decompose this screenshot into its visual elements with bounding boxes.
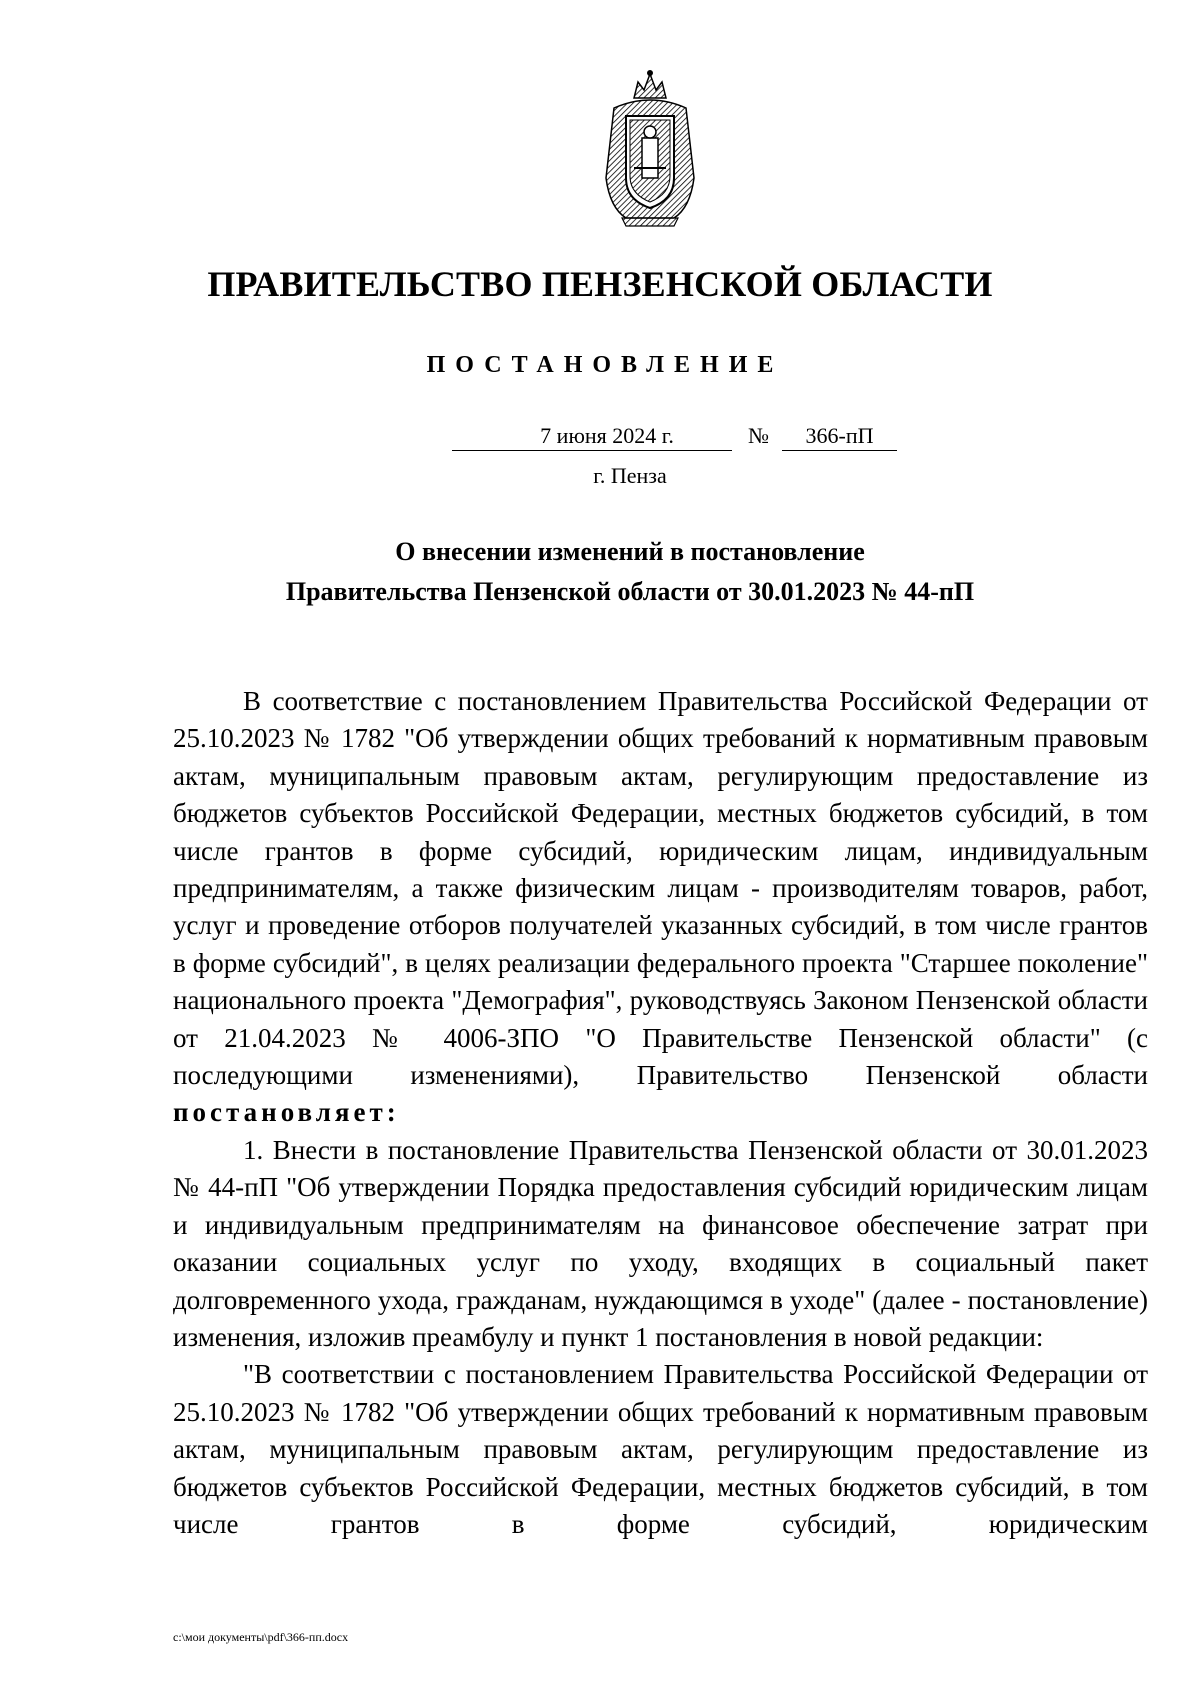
document-date: 7 июня 2024 г.	[452, 422, 732, 451]
new-preamble-paragraph: "В соответствии с постановлением Правительства Российской Федерации от 25.10.2023 № 1782 "Об утверждении общих требований к нормативным правовым актам, муниципальным правовым актам, регулирующим предоставление из бюджетов субъектов Российской Федерации, местных бюджетов субсидий, в том числе грантов в форме субсидий, юридическим	[173, 1359, 1148, 1539]
resolves-word: постановляет:	[173, 1097, 400, 1128]
document-city: г. Пенза	[593, 463, 667, 488]
subject-line-2: Правительства Пензенской области от 30.01.2023 № 44-пП	[285, 577, 975, 606]
organization-title: ПРАВИТЕЛЬСТВО ПЕНЗЕНСКОЙ ОБЛАСТИ	[207, 264, 993, 304]
subject-line-1: О внесении изменений в постановление	[395, 537, 865, 566]
file-path-footer: c:\мои документы\pdf\366-пп.docx	[173, 1630, 349, 1644]
coat-of-arms-icon	[594, 68, 706, 228]
document-number: 366-пП	[782, 422, 897, 451]
preamble-paragraph	[173, 683, 1148, 1132]
document-type-heading: ПОСТАНОВЛЕНИЕ	[426, 352, 784, 378]
preamble-text: В соответствие с постановлением Правительства Российской Федерации от 25.10.2023 № 1782 "Об утверждении общих требований к нормативным правовым актам, муниципальным правовым актам, регулирующим предоставление из бюджетов субъектов Российской Федерации, местных бюджетов субсидий, в том числе грантов в форме субсидий, юридическим лицам, индивидуальным предпринимателям, а также физическим лицам - производителям товаров, работ, услуг и проведение отборов получателей указанных субсидий, в том числе грантов в форме субсидий", в целях реализации федерального проекта "Старшее поколение" национального проекта "Демография", руководствуясь Законом Пензенской области от 21.04.2023 № 4006-ЗПО "О Правительстве Пензенской области" (с последующими изменениями), Правительство Пензенской области	[173, 686, 1148, 1091]
document-subject	[0, 532, 1200, 612]
number-sign: №	[748, 423, 769, 448]
document-body	[173, 683, 1148, 1543]
item-1-paragraph: 1. Внести в постановление Правительства Пензенской области от 30.01.2023 № 44-пП "Об утверждении Порядка предоставления субсидий юридическим лицам и индивидуальным предпринимателям на финансовое обеспечение затрат при оказании социальных услуг по уходу, входящих в социальный пакет долговременного ухода, гражданам, нуждающимся в уходе" (далее - постановление) изменения, изложив преамбулу и пункт 1 постановления в новой редакции:	[173, 1134, 1148, 1352]
